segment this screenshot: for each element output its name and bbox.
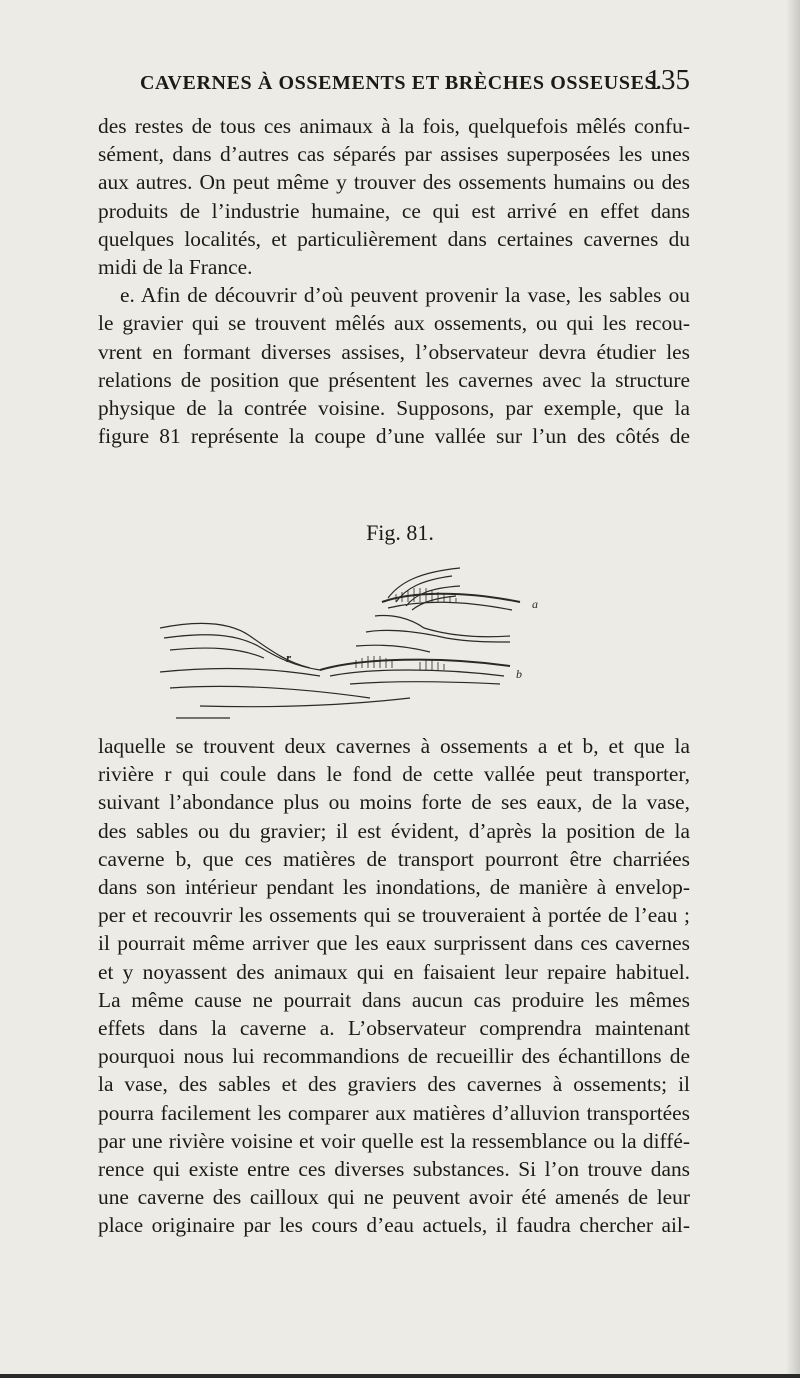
text-line: figure 81 représente la coupe d’une vallée sur l’un des côtés de [98,424,690,449]
text-line: quelques localités, et particulièrement dans certaines cavernes du [98,226,690,251]
paragraph-top [98,112,690,450]
figure-caption: Fig. 81. [366,520,434,545]
label-b: b [516,667,522,681]
valley-cross-section-figure [160,558,560,728]
text-line: midi de la France. [98,255,253,280]
text-line: pourquoi nous lui recommandions de recueillir des échantillons de [98,1044,690,1069]
text-line: La même cause ne pourrait dans aucun cas produire les mêmes [98,987,690,1012]
label-a: a [532,597,538,611]
page-bottom-edge [0,1374,800,1378]
text-line: vrent en formant diverses assises, l’observateur devra étudier les [98,339,690,364]
text-line: place originaire par les cours d’eau actuels, il faudra chercher ail- [98,1213,690,1238]
text-line: le gravier qui se trouvent mêlés aux ossements, ou qui les recou- [98,311,690,336]
text-line: physique de la contrée voisine. Supposons, par exemple, que la [98,396,690,421]
text-line: relations de position que présentent les cavernes avec la structure [98,367,690,392]
text-line: des sables ou du gravier; il est évident, d’après la position de la [98,818,690,843]
paragraph-bottom [98,732,690,1240]
text-line: produits de l’industrie humaine, ce qui est arrivé en effet dans [98,198,690,223]
text-line: effets dans la caverne a. L’observateur comprendra maintenant [98,1016,690,1041]
text-line: per et recouvrir les ossements qui se trouveraient à portée de l’eau ; [98,903,690,928]
running-title: CAVERNES À OSSEMENTS ET BRÈCHES OSSEUSES. [140,72,662,94]
page-header [100,62,690,102]
text-line: caverne b, que ces matières de transport pourront être charriées [98,846,690,871]
text-line: dans son intérieur pendant les inondations, de manière à envelop- [98,875,690,900]
text-line: la vase, des sables et des graviers des cavernes à ossements; il [98,1072,690,1097]
text-line: par une rivière voisine et voir quelle est la ressemblance ou la diffé- [98,1128,690,1153]
text-line: il pourrait même arriver que les eaux surprissent dans ces cavernes [98,931,690,956]
text-line: suivant l’abondance plus ou moins forte de ses eaux, de la vase, [98,790,690,815]
page-number: 135 [646,64,690,96]
text-line: des restes de tous ces animaux à la fois, quelquefois mêlés confu- [98,114,690,138]
text-line: rence qui existe entre ces diverses substances. Si l’on trouve dans [98,1157,690,1182]
text-line: pourra facilement les comparer aux matières d’alluvion transportées [98,1100,690,1125]
text-line: et y noyassent des animaux qui en faisaient leur repaire habituel. [98,959,690,984]
text-line: rivière r qui coule dans le fond de cette vallée peut transporter, [98,762,690,787]
text-line: sément, dans d’autres cas séparés par assises superposées les unes [98,142,690,167]
text-line: aux autres. On peut même y trouver des ossements humains ou des [98,170,690,195]
page-edge-shadow [786,0,800,1378]
text-line: laquelle se trouvent deux cavernes à ossements a et b, et que la [98,734,690,758]
label-r: r [286,650,292,665]
text-line: e. Afin de découvrir d’où peuvent provenir la vase, les sables ou [120,283,690,308]
text-line: une caverne des cailloux qui ne peuvent avoir été amenés de leur [98,1185,690,1210]
